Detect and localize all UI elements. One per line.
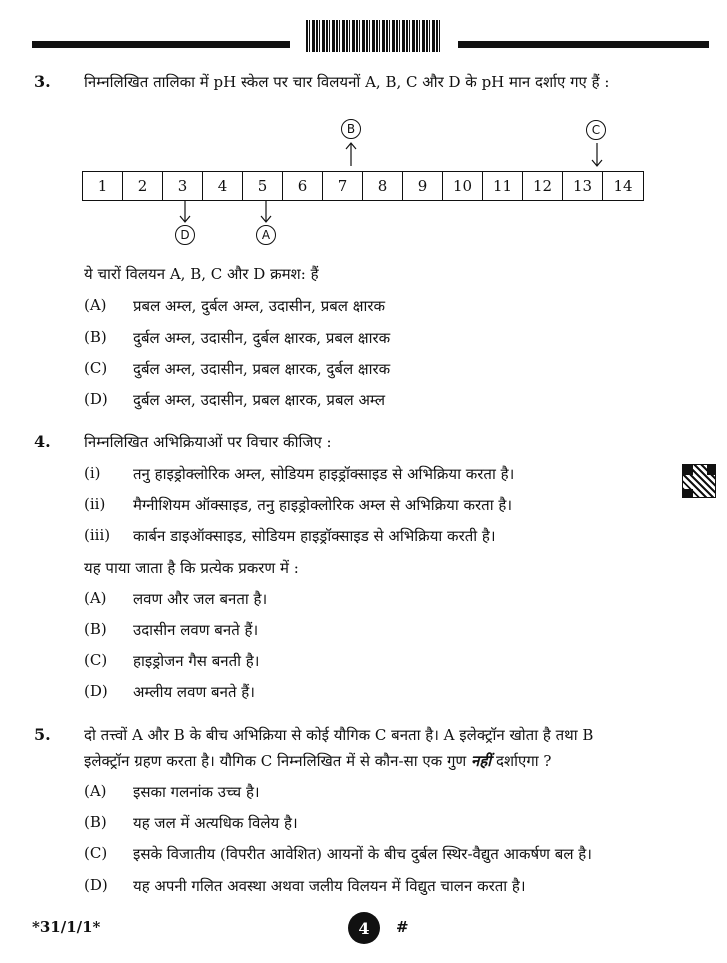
down-arrow-icon [589,142,605,168]
ph-cell: 1 [83,172,123,200]
option-label: (B) [84,813,107,831]
question-5-line2 [84,751,551,771]
option-text: उदासीन लवण बनते हैं। [133,621,259,639]
option-label: (B) [84,328,107,346]
reaction-label: (i) [84,464,101,482]
question-4-number: 4. [34,432,51,451]
option-label: (B) [84,620,107,638]
ph-cell: 12 [523,172,563,200]
option-text: इसके विजातीय (विपरीत आवेशित) आयनों के बीच दुर्बल स्थिर-वैद्युत आकर्षण बल है। [133,845,592,863]
question-3-text: निम्नलिखित तालिका में pH स्केल पर चार विलयनों A, B, C और D के pH मान दर्शाए गए हैं : [84,73,610,91]
ph-cell: 6 [283,172,323,200]
ph-cell: 13 [563,172,603,200]
down-arrow-icon [177,200,193,224]
ph-cell: 11 [483,172,523,200]
marker-a: A [256,225,276,245]
option-label: (C) [84,651,108,669]
ph-cell: 5 [243,172,283,200]
barcode-icon [306,20,440,52]
qr-code-icon [682,464,716,498]
option-label: (A) [84,782,107,800]
option-text: दुर्बल अम्ल, उदासीन, प्रबल क्षारक, प्रबल अम्ल [133,391,386,409]
ph-cell: 10 [443,172,483,200]
option-label: (D) [84,876,108,894]
question-3-number: 3. [34,72,51,91]
hash-mark: # [396,918,409,936]
option-text: अम्लीय लवण बनते हैं। [133,683,255,701]
option-label: (A) [84,296,107,314]
option-text: लवण और जल बनता है। [133,590,268,608]
page-number: 4 [348,912,380,944]
ph-cell: 3 [163,172,203,200]
option-text: दुर्बल अम्ल, उदासीन, प्रबल क्षारक, दुर्बल क्षारक [133,360,391,378]
option-text: इसका गलनांक उच्च है। [133,783,260,801]
ph-cell: 9 [403,172,443,200]
question-3-lead: ये चारों विलयन A, B, C और D क्रमश: हैं [84,265,319,283]
question-5-line1: दो तत्त्वों A और B के बीच अभिक्रिया से कोई यौगिक C बनता है। A इलेक्ट्रॉन खोता है तथा B [84,726,594,744]
question-5-emphasis: नहीं [471,752,492,770]
marker-c: C [586,120,606,140]
option-text: हाइड्रोजन गैस बनती है। [133,652,260,670]
paper-code: *31/1/1* [32,918,101,936]
option-text: यह अपनी गलित अवस्था अथवा जलीय विलयन में विद्युत चालन करता है। [133,877,526,895]
question-5-number: 5. [34,725,51,744]
option-text: प्रबल अम्ल, दुर्बल अम्ल, उदासीन, प्रबल क्षारक [133,297,386,315]
reaction-text: मैग्नीशियम ऑक्साइड, तनु हाइड्रोक्लोरिक अम्ल से अभिक्रिया करता है। [133,496,513,514]
option-label: (D) [84,682,108,700]
up-arrow-icon [343,141,359,167]
reaction-label: (iii) [84,526,111,544]
ph-scale [82,171,644,201]
reaction-text: कार्बन डाइऑक्साइड, सोडियम हाइड्रॉक्साइड से अभिक्रिया करती है। [133,527,496,545]
ph-cell: 7 [323,172,363,200]
reaction-label: (ii) [84,495,106,513]
question-4-lead: यह पाया जाता है कि प्रत्येक प्रकरण में : [84,559,299,577]
ph-cell: 2 [123,172,163,200]
reaction-text: तनु हाइड्रोक्लोरिक अम्ल, सोडियम हाइड्रॉक्साइड से अभिक्रिया करता है। [133,465,515,483]
header-rule-left [32,41,290,48]
marker-b: B [341,119,361,139]
option-label: (D) [84,390,108,408]
option-text: यह जल में अत्यधिक विलेय है। [133,814,298,832]
option-label: (C) [84,844,108,862]
question-5-line2-pre: इलेक्ट्रॉन ग्रहण करता है। यौगिक C निम्नलिखित में से कौन-सा एक गुण [84,752,472,770]
question-4-text: निम्नलिखित अभिक्रियाओं पर विचार कीजिए : [84,433,332,451]
question-5-line2-post: दर्शाएगा ? [491,752,552,770]
option-label: (A) [84,589,107,607]
header-rule-right [458,41,709,48]
option-label: (C) [84,359,108,377]
ph-cell: 14 [613,177,633,195]
option-text: दुर्बल अम्ल, उदासीन, दुर्बल क्षारक, प्रबल क्षारक [133,329,391,347]
marker-d: D [175,225,195,245]
ph-cell: 4 [203,172,243,200]
down-arrow-icon [258,200,274,224]
ph-cell: 8 [363,172,403,200]
